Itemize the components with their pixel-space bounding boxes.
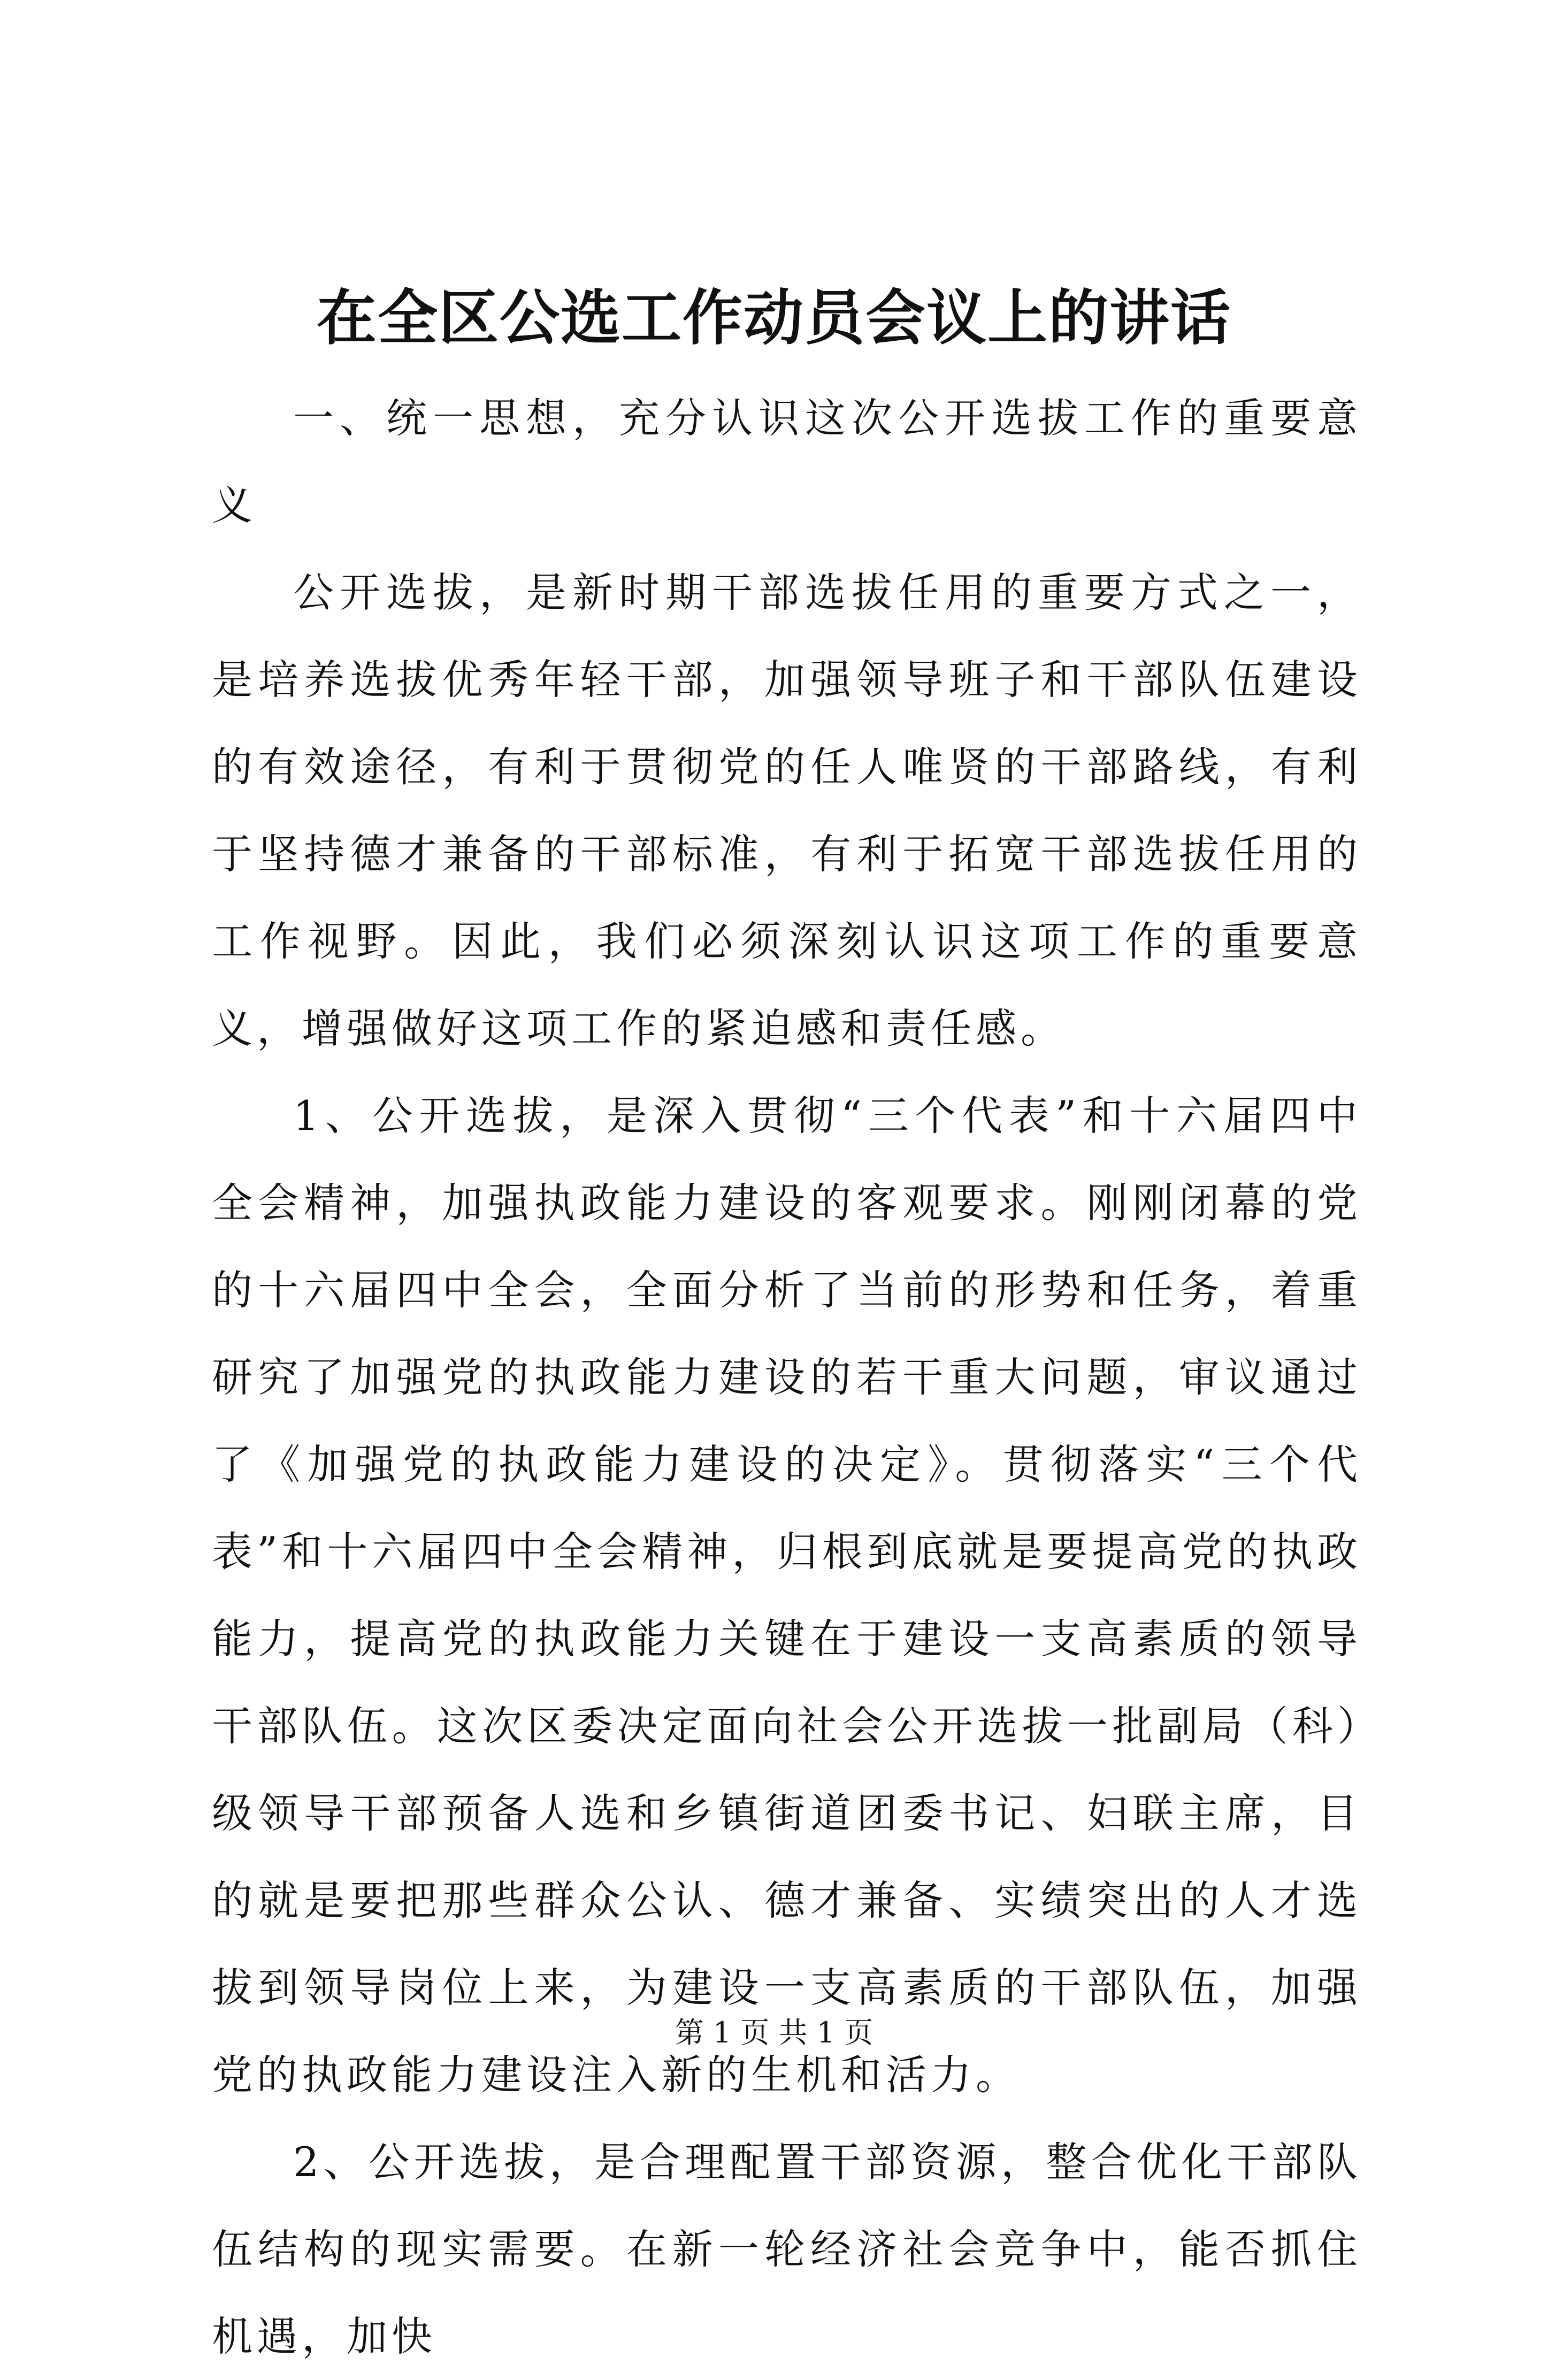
paragraph: 公开选拔，是新时期干部选拔任用的重要方式之一，是培养选拔优秀年轻干部，加强领导班子和干部队伍建设的有效途径，有利于贯彻党的任人唯贤的干部路线，有利于坚持德才兼备的干部标准，有利于拓宽干部选拔任用的工作视野。因此，我们必须深刻认识这项工作的重要意义，增强做好这项工作的紧迫感和责任感。 (212, 569, 1362, 1052)
section-heading: 一、统一思想，充分认识这次公开选拔工作的重要意义 (212, 394, 1362, 529)
paragraph: 1、公开选拔，是深入贯彻“三个代表”和十六届四中全会精神，加强执政能力建设的客观要求。刚刚闭幕的党的十六届四中全会，全面分析了当前的形势和任务，着重研究了加强党的执政能力建设的若干重大问题，审议通过了《加强党的执政能力建设的决定》。贯彻落实“三个代表”和十六届四中全会精神，归根到底就是要提高党的执政能力，提高党的执政能力关键在于建设一支高素质的领导干部队伍。这次区委决定面向社会公开选拔一批副局（科）级领导干部预备人选和乡镇街道团委书记、妇联主席，目的就是要把那些群众公认、德才兼备、实绩突出的人才选拔到领导岗位上来，为建设一支高素质的干部队伍，加强党的执政能力建设注入新的生机和活力。 (212, 1092, 1362, 2099)
document-body (212, 374, 1362, 2380)
paragraph: 2、公开选拔，是合理配置干部资源，整合优化干部队伍结构的现实需要。在新一轮经济社会竞争中，能否抓住机遇，加快 (212, 2138, 1362, 2360)
document-title: 在全区公选工作动员会议上的讲话 (317, 283, 1231, 353)
page-footer: 第 1 页 共 1 页 (675, 2016, 873, 2049)
